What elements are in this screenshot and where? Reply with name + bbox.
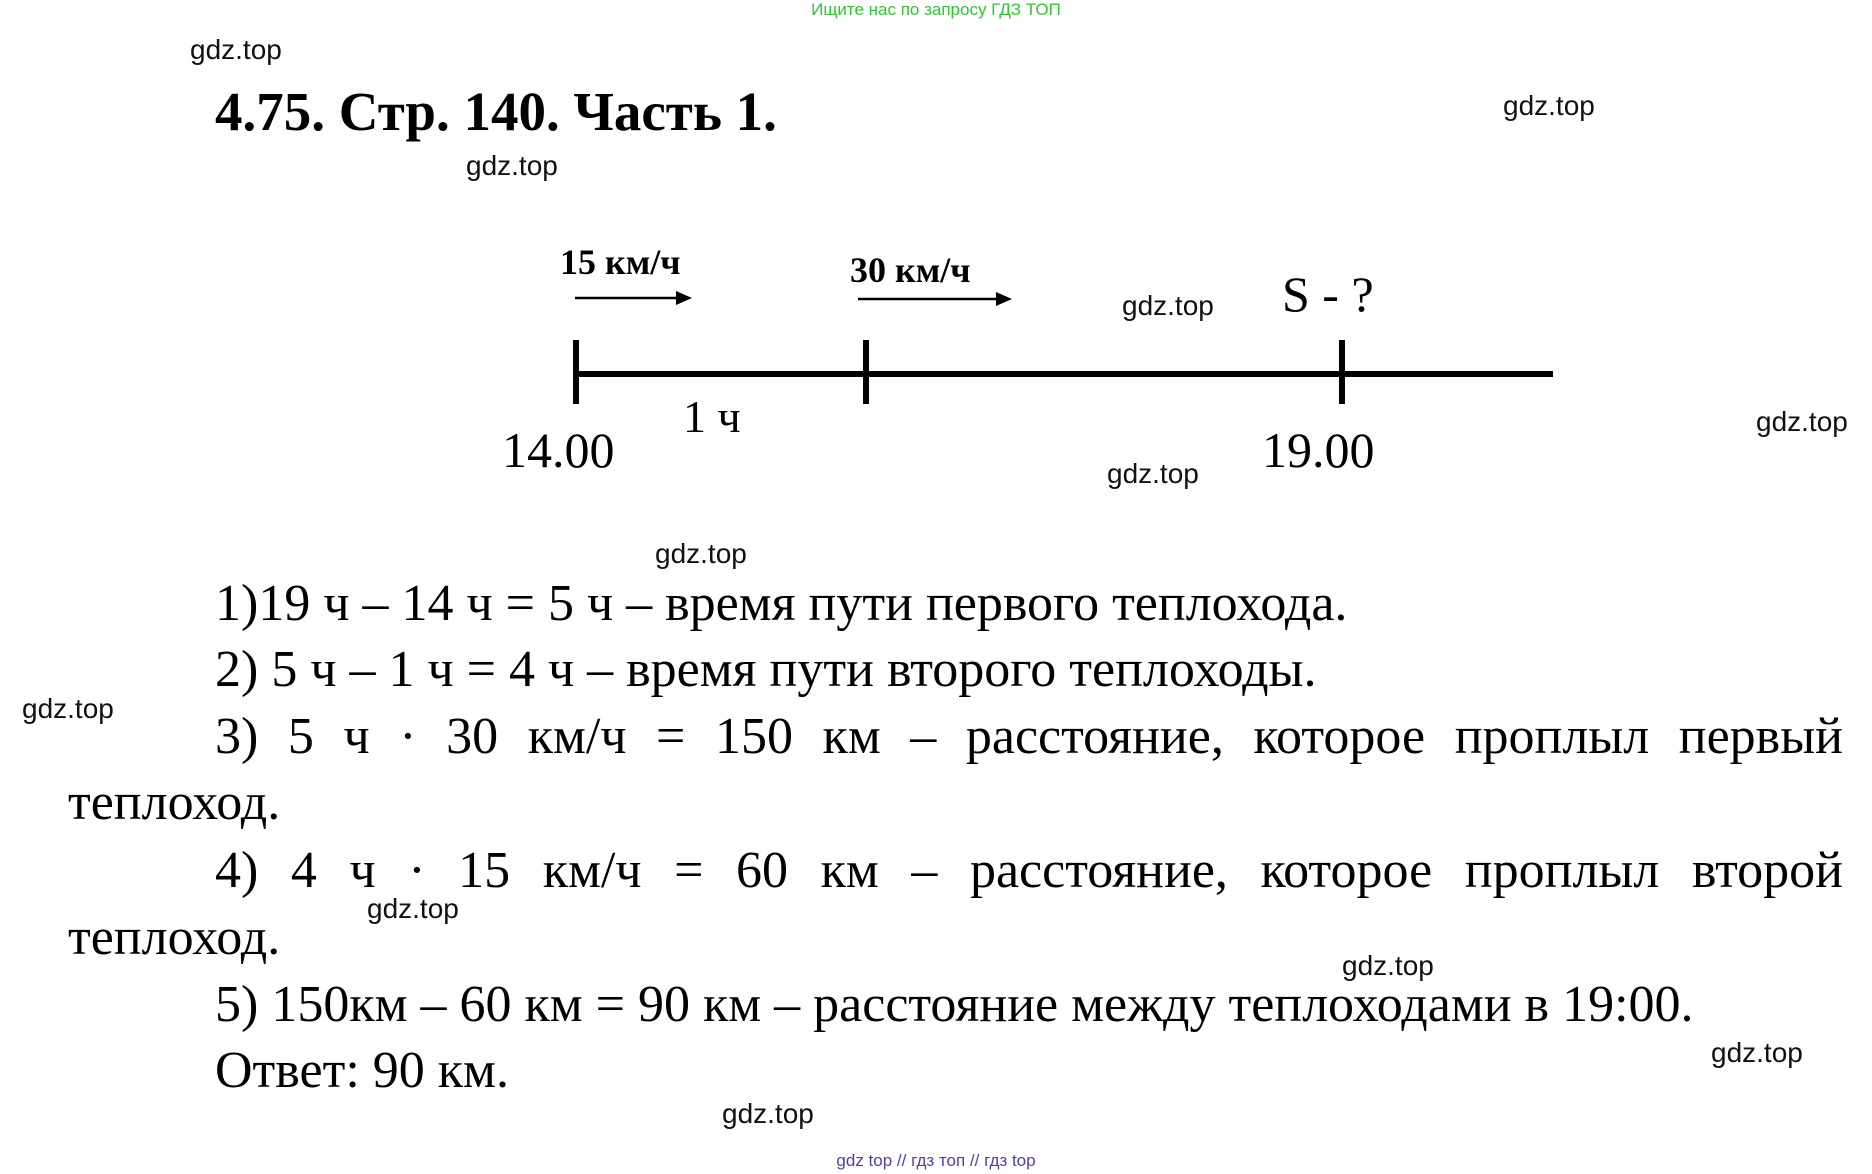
distance-label: S - ? <box>1282 266 1374 322</box>
timeline-diagram <box>0 0 1872 520</box>
footer-links[interactable]: gdz top // гдз топ // гдз top <box>836 1151 1036 1170</box>
watermark: gdz.top <box>190 34 282 65</box>
watermark: gdz.top <box>1503 90 1595 121</box>
solution-step-1: 1)19 ч – 14 ч = 5 ч – время пути первого теплохода. <box>215 575 1348 632</box>
watermark: gdz.top <box>1122 290 1214 321</box>
answer: Ответ: 90 км. <box>215 1042 509 1099</box>
watermark: gdz.top <box>722 1098 814 1129</box>
interval-label: 1 ч <box>683 391 741 442</box>
speed-second-label: 30 км/ч <box>850 250 971 290</box>
watermark: gdz.top <box>1342 950 1434 981</box>
watermark: gdz.top <box>466 150 558 181</box>
solution-step-4: 4) 4 ч · 15 км/ч = 60 км – расстояние, которое проплыл второй <box>215 842 1843 899</box>
watermark: gdz.top <box>22 693 114 724</box>
watermark: gdz.top <box>1107 458 1199 489</box>
arrow-second <box>858 292 1012 306</box>
page-title: 4.75. Стр. 140. Часть 1. <box>215 81 777 142</box>
arrow-first <box>575 291 692 305</box>
start-time-label: 14.00 <box>502 422 615 478</box>
watermark: gdz.top <box>1756 406 1848 437</box>
end-time-label: 19.00 <box>1262 422 1375 478</box>
solution-step-3: 3) 5 ч · 30 км/ч = 150 км – расстояние, которое проплыл первый <box>215 708 1843 765</box>
watermark: gdz.top <box>1711 1037 1803 1068</box>
search-banner[interactable]: Ищите нас по запросу ГДЗ ТОП <box>811 0 1061 19</box>
speed-first-label: 15 км/ч <box>560 242 681 282</box>
solution-step-5: 5) 150км – 60 км = 90 км – расстояние между теплоходами в 19:00. <box>215 976 1694 1033</box>
solution-step-3-cont: теплоход. <box>68 774 281 831</box>
watermark: gdz.top <box>367 893 459 924</box>
watermark: gdz.top <box>655 538 747 569</box>
solution-step-2: 2) 5 ч – 1 ч = 4 ч – время пути второго теплоходы. <box>215 641 1317 698</box>
solution-step-4-cont: теплоход. <box>68 909 281 966</box>
